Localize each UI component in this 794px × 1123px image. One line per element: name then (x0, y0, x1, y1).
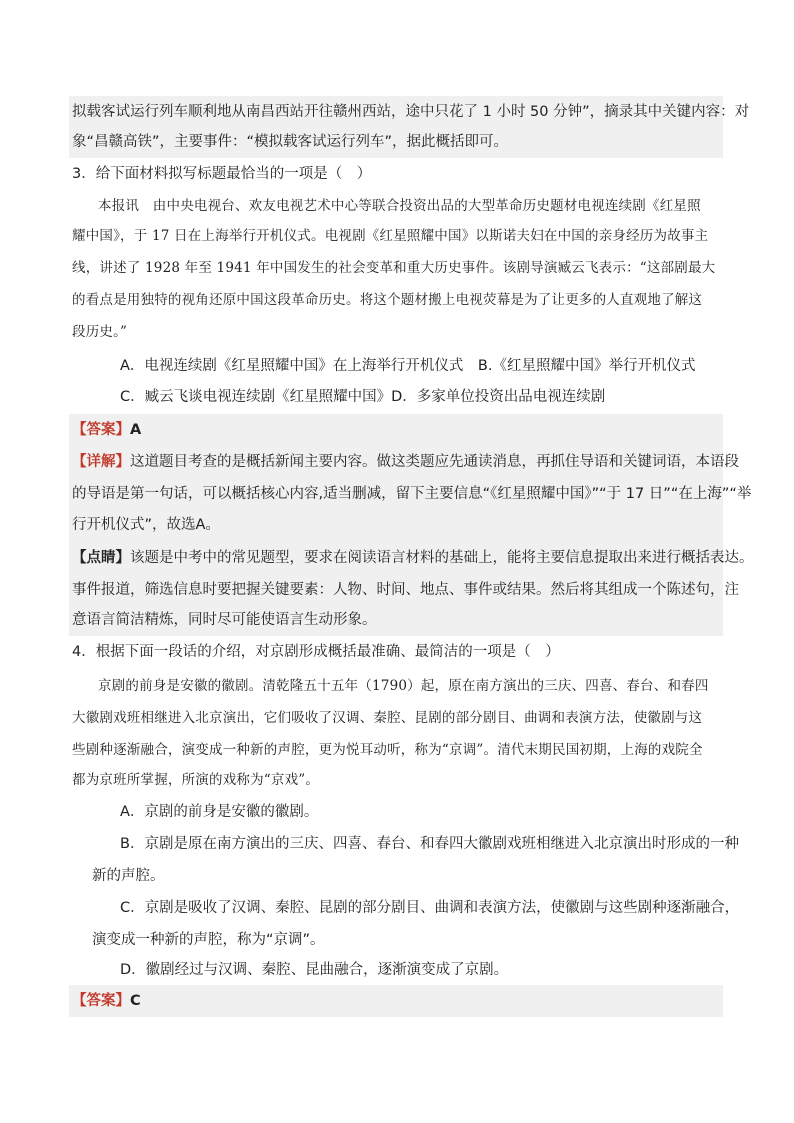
q4-passage-line: 大徽剧戏班相继进入北京演出，它们吸收了汉调、秦腔、昆剧的部分剧目、曲调和表演方法，使徽剧与这 (72, 710, 703, 726)
q4-passage-line: 些剧种逐渐融合，演变成一种新的声腔，更为悦耳动听，称为“京调”。清代末期民国初期，上海的戏院全 (72, 742, 703, 758)
q3-option-line: C．臧云飞谈电视连续剧《红星照耀中国》D．多家单位投资出品电视连续剧 (120, 389, 606, 405)
tip-tag: 【点睛】 (72, 550, 130, 566)
q3-explain-line: 的导语是第一句话，可以概括核心内容,适当删减，留下主要信息“《红星照耀中国》”“于 17 日”“在上海”“举 (72, 486, 752, 502)
q3-passage-line: 耀中国》，于 17 日在上海举行开机仪式。电视剧《红星照耀中国》以斯诺夫妇在中国的亲身经历为故事主 (72, 228, 709, 244)
q3-answer (72, 420, 141, 440)
q3-option-line: A．电视连续剧《红星照耀中国》在上海举行开机仪式 B.《红星照耀中国》举行开机仪式 (120, 358, 696, 374)
q4-option-line: A．京剧的前身是安徽的徽剧。 (120, 804, 319, 820)
answer-tag: 【答案】 (72, 422, 130, 438)
q3-stem: 3．给下面材料拟写标题最恰当的一项是（ ） (72, 166, 372, 182)
answer-value: C (130, 993, 141, 1009)
intro-line-2: 象“昌赣高铁”，主要事件：“模拟载客试运行列车”，据此概括即可。 (72, 134, 509, 150)
q3-tip-line: 意语言简洁精炼，同时尽可能使语言生动形象。 (72, 612, 377, 628)
q3-passage-line: 本报讯 由中央电视台、欢友电视艺术中心等联合投资出品的大型革命历史题材电视连续剧《红星照 (98, 198, 701, 214)
q3-tip-line: 事件报道，筛选信息时要把握关键要素：人物、时间、地点、事件或结果。然后将其组成一个陈述句，注 (72, 582, 739, 598)
q4-answer-shade (69, 985, 723, 1017)
q4-option-line: 新的声腔。 (92, 868, 165, 884)
q3-passage-line: 线，讲述了 1928 年至 1941 年中国发生的社会变革和重大历史事件。该剧导演臧云飞表示：“这部剧最大 (72, 260, 716, 276)
explain-tag: 【详解】 (72, 454, 130, 470)
q3-explain (72, 452, 739, 472)
q4-passage-line: 都为京班所掌握，所演的戏称为“京戏”。 (72, 772, 320, 788)
q4-option-line: C．京剧是吸收了汉调、秦腔、昆剧的部分剧目、曲调和表演方法，使徽剧与这些剧种逐渐融合， (120, 900, 740, 916)
q3-explain-line: 行开机仪式”，故选A。 (72, 517, 220, 533)
answer-tag: 【答案】 (72, 993, 130, 1009)
q4-option-line: B．京剧是原在南方演出的三庆、四喜、春台、和春四大徽剧戏班相继进入北京演出时形成的一种 (120, 836, 739, 852)
intro-line-1: 拟载客试运行列车顺利地从南昌西站开往赣州西站，途中只花了 1 小时 50 分钟”，摘录其中关键内容：对 (72, 104, 750, 120)
q4-stem: 4．根据下面一段话的介绍，对京剧形成概括最准确、最简洁的一项是（ ） (72, 644, 560, 660)
explain-text: 这道题目考查的是概括新闻主要内容。做这类题应先通读消息，再抓住导语和关键词语，本语段 (130, 454, 739, 470)
q4-option-line: D．徽剧经过与汉调、秦腔、昆曲融合，逐渐演变成了京剧。 (120, 962, 509, 978)
q3-passage-line: 段历史。” (72, 324, 128, 340)
answer-value: A (130, 422, 142, 438)
q3-passage-line: 的看点是用独特的视角还原中国这段革命历史。将这个题材搬上电视荧幕是为了让更多的人直观地了解这 (72, 292, 703, 308)
q4-answer (72, 991, 141, 1011)
q4-option-line: 演变成一种新的声腔，称为“京调”。 (92, 932, 325, 948)
q4-passage-line: 京剧的前身是安徽的徽剧。清乾隆五十五年（1790）起，原在南方演出的三庆、四喜、春台、和春四 (98, 678, 709, 694)
tip-text: 该题是中考中的常见题型，要求在阅读语言材料的基础上，能将主要信息提取出来进行概括表达。 (130, 550, 754, 566)
q3-tip (72, 548, 754, 568)
